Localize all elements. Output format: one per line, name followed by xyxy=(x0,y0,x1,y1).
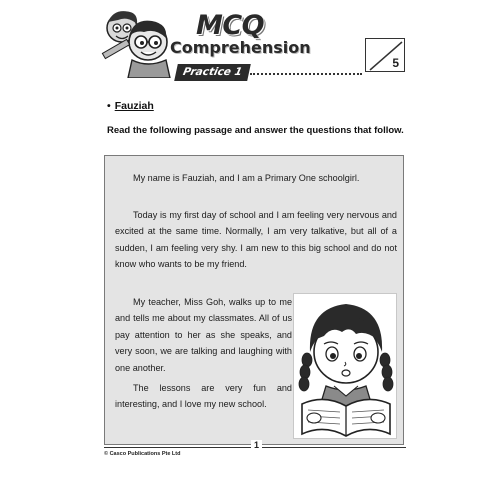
girl-illustration-panel xyxy=(293,293,397,439)
practice-label: Practice 1 xyxy=(174,64,250,81)
story-title xyxy=(107,100,154,112)
story-title-text: Fauziah xyxy=(114,100,154,112)
mascot-kids-illustration xyxy=(100,6,180,78)
score-slash-icon xyxy=(366,39,406,73)
page-number: 1 xyxy=(251,440,262,450)
passage-paragraph-1: My name is Fauziah, and I am a Primary One schoolgirl. xyxy=(133,173,360,183)
passage-paragraph-4: The lessons are very fun and interesting, and I love my new school. xyxy=(115,383,292,410)
header-dotted-rule xyxy=(250,73,362,75)
comprehension-title: Comprehension xyxy=(170,38,311,57)
girl-reading-book-illustration xyxy=(294,294,398,440)
score-total: 5 xyxy=(392,56,399,70)
score-box xyxy=(365,38,405,72)
mcq-title: MCQ xyxy=(196,10,265,41)
instruction-text: Read the following passage and answer the questions that follow. xyxy=(107,125,404,136)
passage-paragraph-2: Today is my first day of school and I am feeling very nervous and excited at the same time. Normally, I am very talkative, but all of a sudden, I am feeling very shy. I am new to this big school and do not know who wants to be my friend. xyxy=(115,210,397,270)
copyright-text: © Casco Publications Pte Ltd xyxy=(104,451,181,457)
passage-paragraph-3: My teacher, Miss Goh, walks up to me and tells me about my classmates. All of us pay attention to her as she speaks, and very soon, we are talking and laughing with one another. xyxy=(115,297,292,373)
passage-box xyxy=(104,155,404,445)
title-bullet: • xyxy=(107,100,111,112)
